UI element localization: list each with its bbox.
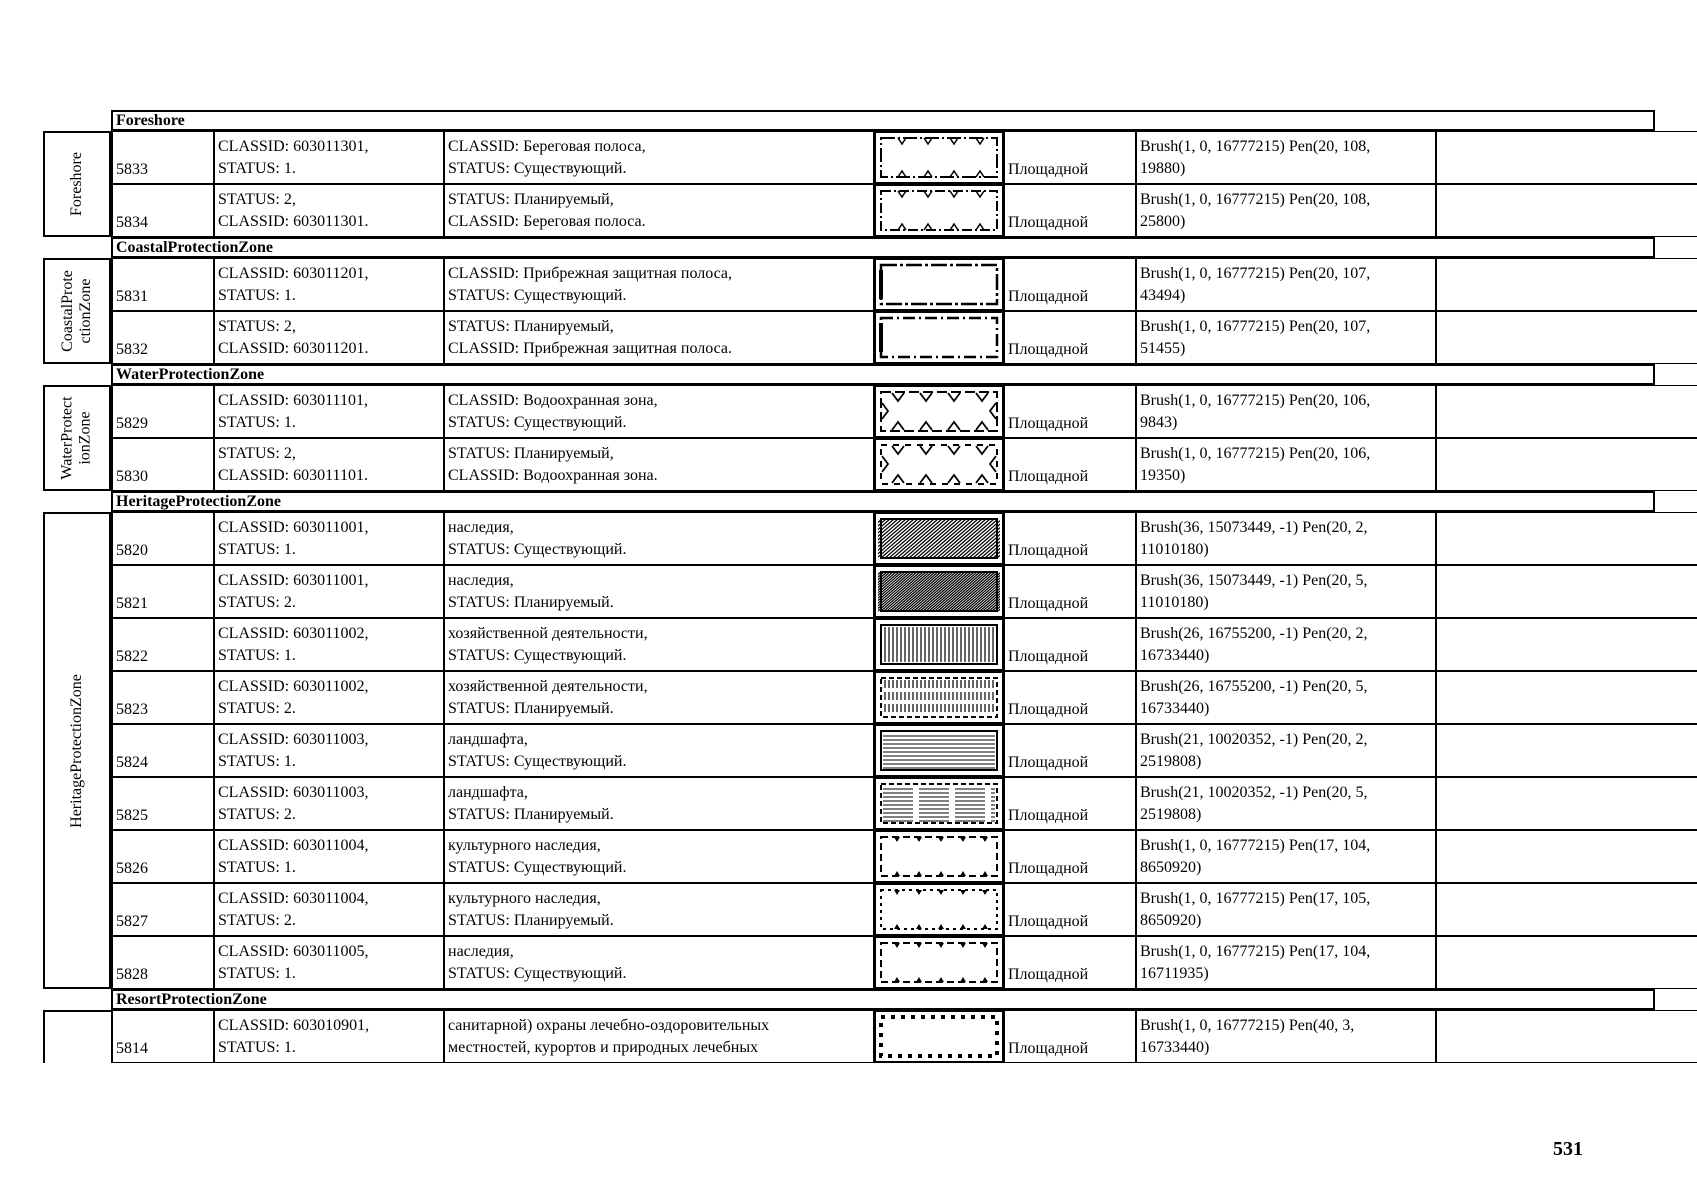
symbol-cell (874, 883, 1004, 936)
group-label (43, 1010, 111, 1063)
extra-cell (1436, 777, 1697, 830)
style-cell: Brush(26, 16755200, -1) Pen(20, 2, 16733440) (1136, 618, 1436, 671)
description-cell: культурного наследия, STATUS: Планируемый. (444, 883, 874, 936)
symbol-cell (874, 311, 1004, 364)
description-cell: ландшафта, STATUS: Планируемый. (444, 777, 874, 830)
section-header: Foreshore (111, 110, 1655, 131)
page-number: 531 (1553, 1138, 1583, 1160)
code-cell: 5831 (111, 258, 214, 311)
symbol-triangles-dashed (878, 940, 1000, 985)
description-cell: CLASSID: Береговая полоса, STATUS: Существующий. (444, 131, 874, 184)
extra-cell (1436, 438, 1697, 491)
table-row (111, 438, 1655, 491)
classid-status-cell: STATUS: 2, CLASSID: 603011201. (214, 311, 444, 364)
classid-status-cell: CLASSID: 603011001, STATUS: 1. (214, 512, 444, 565)
symbol-cell (874, 385, 1004, 438)
classid-status-cell: STATUS: 2, CLASSID: 603011301. (214, 184, 444, 237)
type-cell: Площадной (1004, 184, 1136, 237)
group-label-text: WaterProtect ionZone (59, 396, 94, 480)
extra-cell (1436, 724, 1697, 777)
symbol-cell (874, 777, 1004, 830)
code-cell: 5832 (111, 311, 214, 364)
description-cell: хозяйственной деятельности, STATUS: Планируемый. (444, 671, 874, 724)
classid-status-cell: CLASSID: 603011005, STATUS: 1. (214, 936, 444, 989)
style-cell: Brush(1, 0, 16777215) Pen(17, 104, 16711935) (1136, 936, 1436, 989)
table-row (111, 724, 1655, 777)
type-cell: Площадной (1004, 618, 1136, 671)
symbol-diagonal-hatch (878, 516, 1000, 561)
type-cell: Площадной (1004, 671, 1136, 724)
code-cell: 5823 (111, 671, 214, 724)
style-cell: Brush(1, 0, 16777215) Pen(20, 107, 51455) (1136, 311, 1436, 364)
classid-status-cell: CLASSID: 603011004, STATUS: 2. (214, 883, 444, 936)
table-row (111, 671, 1655, 724)
code-cell: 5824 (111, 724, 214, 777)
symbol-dashdot-ticks (878, 135, 1000, 180)
extra-cell (1436, 311, 1697, 364)
description-cell: наследия, STATUS: Существующий. (444, 936, 874, 989)
table-row (111, 512, 1655, 565)
code-cell: 5829 (111, 385, 214, 438)
classid-status-cell: CLASSID: 603011002, STATUS: 1. (214, 618, 444, 671)
section-header: HeritageProtectionZone (111, 491, 1655, 512)
style-cell: Brush(21, 10020352, -1) Pen(20, 5, 2519808) (1136, 777, 1436, 830)
table-row (111, 385, 1655, 438)
symbol-dashdot-bold (878, 262, 1000, 307)
extra-cell (1436, 184, 1697, 237)
section-header: WaterProtectionZone (111, 364, 1655, 385)
classid-status-cell: CLASSID: 603011001, STATUS: 2. (214, 565, 444, 618)
table-row (111, 184, 1655, 237)
style-cell: Brush(1, 0, 16777215) Pen(17, 104, 8650920) (1136, 830, 1436, 883)
style-cell: Brush(36, 15073449, -1) Pen(20, 5, 11010180) (1136, 565, 1436, 618)
code-cell: 5828 (111, 936, 214, 989)
symbol-cell (874, 671, 1004, 724)
code-cell: 5820 (111, 512, 214, 565)
symbol-dashdot-bold-light (878, 315, 1000, 360)
code-cell: 5825 (111, 777, 214, 830)
type-cell: Площадной (1004, 258, 1136, 311)
classid-status-cell: CLASSID: 603011003, STATUS: 1. (214, 724, 444, 777)
table-row (111, 936, 1655, 989)
group-label (43, 131, 111, 237)
group-label (43, 385, 111, 491)
style-cell: Brush(1, 0, 16777215) Pen(20, 106, 19350) (1136, 438, 1436, 491)
classid-status-cell: STATUS: 2, CLASSID: 603011101. (214, 438, 444, 491)
symbol-cell (874, 1010, 1004, 1063)
type-cell: Площадной (1004, 385, 1136, 438)
extra-cell (1436, 830, 1697, 883)
symbol-diagonal-hatch-dense (878, 569, 1000, 614)
group-label (43, 512, 111, 989)
table-row (111, 1010, 1655, 1063)
code-cell: 5827 (111, 883, 214, 936)
group-label-text: CoastalProte ctionZone (59, 270, 95, 352)
type-cell: Площадной (1004, 1010, 1136, 1063)
extra-cell (1436, 385, 1697, 438)
type-cell: Площадной (1004, 724, 1136, 777)
description-cell: хозяйственной деятельности, STATUS: Существующий. (444, 618, 874, 671)
extra-cell (1436, 1010, 1697, 1063)
group-label (43, 258, 111, 364)
style-cell: Brush(1, 0, 16777215) Pen(20, 107, 43494) (1136, 258, 1436, 311)
code-cell: 5830 (111, 438, 214, 491)
code-cell: 5821 (111, 565, 214, 618)
type-cell: Площадной (1004, 883, 1136, 936)
description-cell: культурного наследия, STATUS: Существующий. (444, 830, 874, 883)
extra-cell (1436, 618, 1697, 671)
style-cell: Brush(21, 10020352, -1) Pen(20, 2, 2519808) (1136, 724, 1436, 777)
style-cell: Brush(1, 0, 16777215) Pen(20, 108, 25800) (1136, 184, 1436, 237)
symbol-cell (874, 184, 1004, 237)
symbol-cell (874, 565, 1004, 618)
classid-status-cell: CLASSID: 603011003, STATUS: 2. (214, 777, 444, 830)
description-cell: санитарной) охраны лечебно-оздоровительных местностей, курортов и природных лечебных (444, 1010, 874, 1063)
style-cell: Brush(36, 15073449, -1) Pen(20, 2, 11010180) (1136, 512, 1436, 565)
symbol-triangles-dotted (878, 887, 1000, 932)
table-row (111, 618, 1655, 671)
symbol-vertical-hatch-dashed (878, 675, 1000, 720)
symbol-cell (874, 512, 1004, 565)
type-cell: Площадной (1004, 311, 1136, 364)
description-cell: CLASSID: Водоохранная зона, STATUS: Существующий. (444, 385, 874, 438)
type-cell: Площадной (1004, 565, 1136, 618)
description-cell: STATUS: Планируемый, CLASSID: Водоохранная зона. (444, 438, 874, 491)
symbol-cell (874, 618, 1004, 671)
description-cell: наследия, STATUS: Планируемый. (444, 565, 874, 618)
description-cell: STATUS: Планируемый, CLASSID: Береговая полоса. (444, 184, 874, 237)
group-label-text: Foreshore (67, 152, 85, 216)
classid-status-cell: CLASSID: 603010901, STATUS: 1. (214, 1010, 444, 1063)
extra-cell (1436, 936, 1697, 989)
code-cell: 5833 (111, 131, 214, 184)
table-row (111, 777, 1655, 830)
style-cell: Brush(26, 16755200, -1) Pen(20, 5, 16733440) (1136, 671, 1436, 724)
symbol-cell (874, 830, 1004, 883)
code-cell: 5826 (111, 830, 214, 883)
symbol-arrows (878, 389, 1000, 434)
table-row (111, 883, 1655, 936)
table-row (111, 131, 1655, 184)
table-row (111, 311, 1655, 364)
classid-status-cell: CLASSID: 603011301, STATUS: 1. (214, 131, 444, 184)
table-row (111, 258, 1655, 311)
description-cell: наследия, STATUS: Существующий. (444, 512, 874, 565)
type-cell: Площадной (1004, 438, 1136, 491)
type-cell: Площадной (1004, 936, 1136, 989)
symbol-horizontal-hatch-dashed (878, 781, 1000, 826)
description-cell: CLASSID: Прибрежная защитная полоса, STATUS: Существующий. (444, 258, 874, 311)
code-cell: 5834 (111, 184, 214, 237)
symbol-cell (874, 936, 1004, 989)
classid-status-cell: CLASSID: 603011004, STATUS: 1. (214, 830, 444, 883)
symbol-horizontal-hatch (878, 728, 1000, 773)
section-header: CoastalProtectionZone (111, 237, 1655, 258)
extra-cell (1436, 671, 1697, 724)
code-cell: 5822 (111, 618, 214, 671)
style-cell: Brush(1, 0, 16777215) Pen(20, 106, 9843) (1136, 385, 1436, 438)
extra-cell (1436, 258, 1697, 311)
symbol-triangles-dashed (878, 834, 1000, 879)
symbol-cell (874, 438, 1004, 491)
style-cell: Brush(1, 0, 16777215) Pen(17, 105, 8650920) (1136, 883, 1436, 936)
extra-cell (1436, 131, 1697, 184)
symbol-cell (874, 131, 1004, 184)
symbol-dashdot-ticks-light (878, 188, 1000, 233)
code-cell: 5814 (111, 1010, 214, 1063)
group-label-text: HeritageProtectionZone (68, 673, 85, 828)
table-row (111, 830, 1655, 883)
extra-cell (1436, 565, 1697, 618)
symbol-vertical-hatch (878, 622, 1000, 667)
extra-cell (1436, 883, 1697, 936)
extra-cell (1436, 512, 1697, 565)
type-cell: Площадной (1004, 131, 1136, 184)
description-cell: ландшафта, STATUS: Существующий. (444, 724, 874, 777)
classid-status-cell: CLASSID: 603011002, STATUS: 2. (214, 671, 444, 724)
symbol-dots-bold (878, 1014, 1000, 1059)
symbol-cell (874, 258, 1004, 311)
table-row (111, 565, 1655, 618)
classid-status-cell: CLASSID: 603011201, STATUS: 1. (214, 258, 444, 311)
symbol-arrows-light (878, 442, 1000, 487)
style-cell: Brush(1, 0, 16777215) Pen(20, 108, 19880) (1136, 131, 1436, 184)
description-cell: STATUS: Планируемый, CLASSID: Прибрежная защитная полоса. (444, 311, 874, 364)
symbol-cell (874, 724, 1004, 777)
type-cell: Площадной (1004, 830, 1136, 883)
style-cell: Brush(1, 0, 16777215) Pen(40, 3, 16733440) (1136, 1010, 1436, 1063)
type-cell: Площадной (1004, 777, 1136, 830)
type-cell: Площадной (1004, 512, 1136, 565)
classid-status-cell: CLASSID: 603011101, STATUS: 1. (214, 385, 444, 438)
section-header: ResortProtectionZone (111, 989, 1655, 1010)
